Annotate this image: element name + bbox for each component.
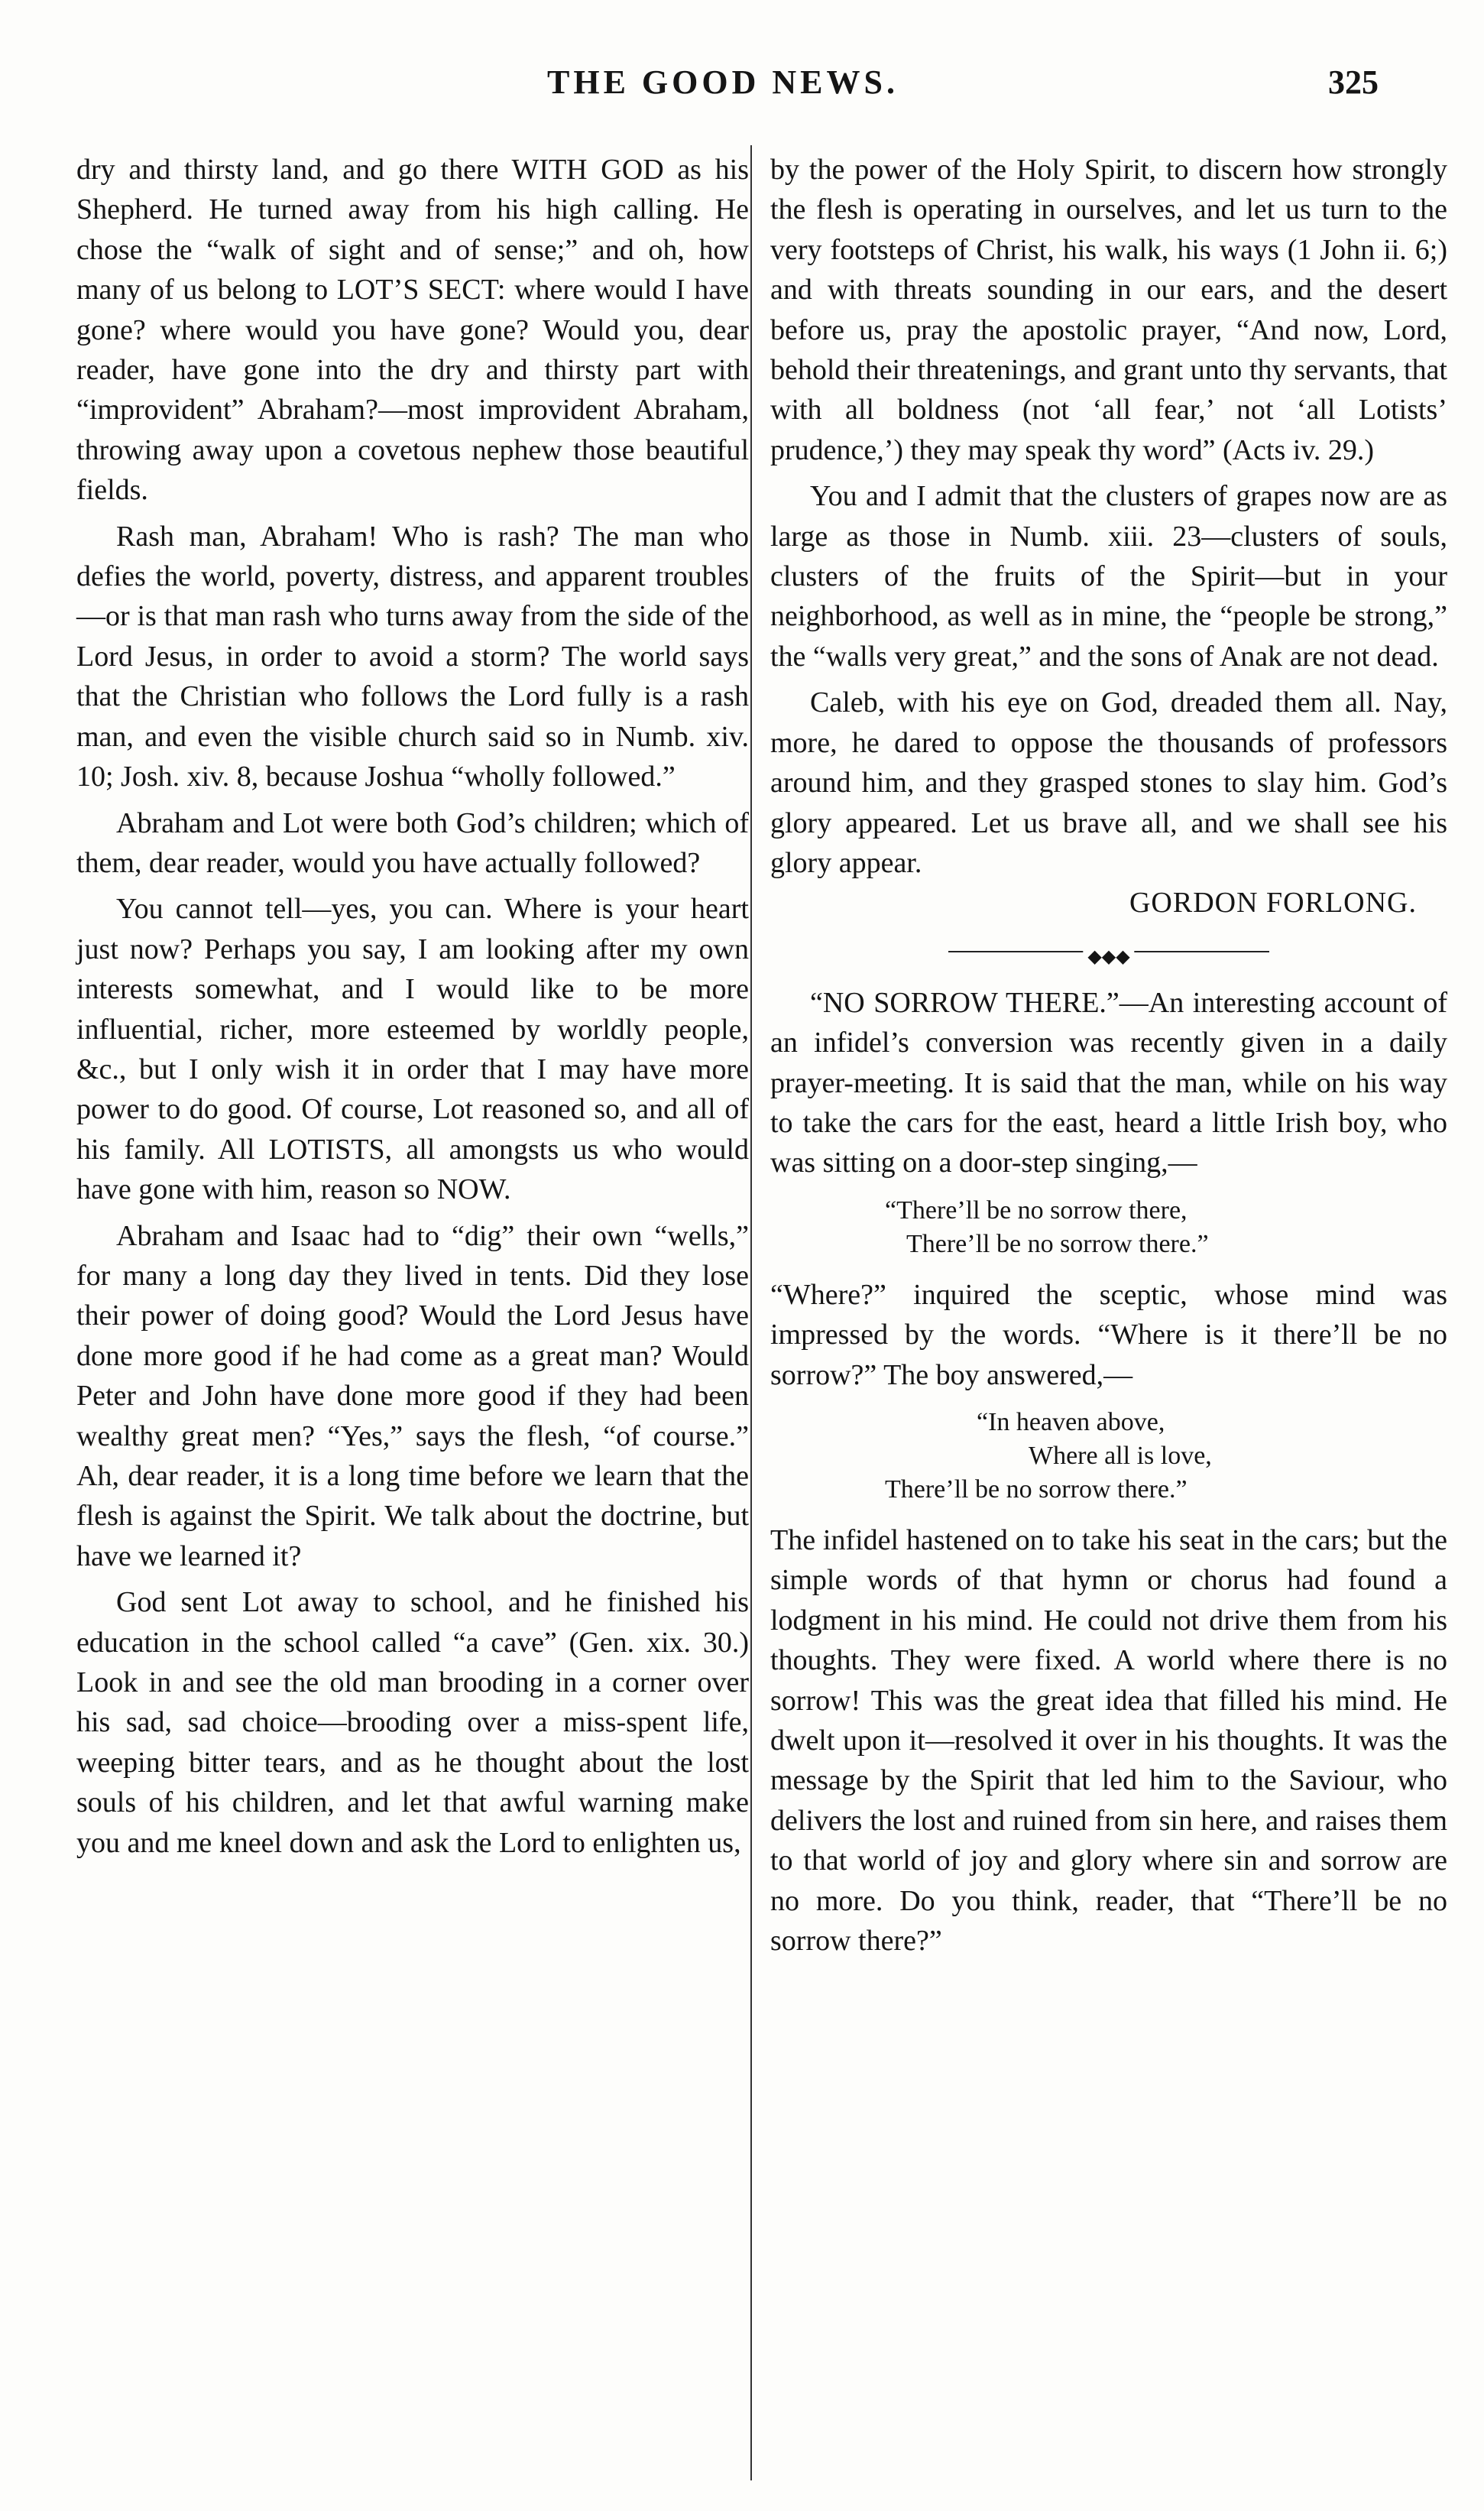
author-signature: GORDON FORLONG. bbox=[1129, 887, 1417, 920]
poem-line: “In heaven above, bbox=[977, 1407, 1165, 1436]
poem-stanza-1 bbox=[770, 1194, 1447, 1261]
left-paragraph-3: Abraham and Lot were both God’s children; which of them, dear reader, would you have actually followed? bbox=[76, 806, 749, 879]
poem-line: “There’ll be no sorrow there, bbox=[885, 1195, 1188, 1225]
article-closing: The infidel hastened on to take his seat in the cars; but the simple words of that hymn or chorus had found a lodgment in his mind. He could not drive them from his thoughts. They were fixed. A world where there is no sorrow! This was the great idea that filled his mind. He dwelt upon it—resolved it over in his thoughts. It was the message by the Spirit that led him to the Saviour, who delivers the lost and ruined from sin here, and raises them to that world of joy and glory where sin and sorrow are no more. Do you think, reader, that “There’ll be no sorrow there?” bbox=[770, 1523, 1447, 1958]
left-paragraph-1: dry and thirsty land, and go there WITH GOD as his Shepherd. He turned away from his high calling. He chose the “walk of sight and of sense;” and oh, how many of us belong to LOT’S SECT: where would I have gone? where would you have gone? Would you, dear reader, have gone into the dry and thirsty part with “improvident” Abraham?—most improvident Abraham, throwing away upon a covetous nephew those beautiful fields. bbox=[76, 154, 749, 507]
poem-line: There’ll be no sorrow there.” bbox=[885, 1474, 1188, 1504]
right-column bbox=[770, 150, 1447, 1961]
section-divider bbox=[948, 946, 1269, 967]
right-paragraph-2: You and I admit that the clusters of grapes now are as large as those in Numb. xiii. 23—clusters of souls, clusters of the fruits of the Spirit—but in your neighborhood, as well as in mine, the “people be strong,” the “walls very great,” and the sons of Anak are not dead. bbox=[770, 480, 1447, 673]
column-divider bbox=[750, 145, 752, 2480]
left-paragraph-2: Rash man, Abraham! Who is rash? The man who defies the world, poverty, distress, and apparent troubles—or is that man rash who turns away from the side of the Lord Jesus, in order to avoid a storm? The world says that the Christian who follows the Lord fully is a rash man, and even the visible church said so in Numb. xiv. 10; Josh. xiv. 8, because Joshua “wholly followed.” bbox=[76, 520, 749, 793]
left-column bbox=[76, 150, 749, 1863]
left-paragraph-6: God sent Lot away to school, and he finished his education in the school called “a cave” (Gen. xix. 30.) Look in and see the old man brooding in a corner over his sad, sad choice—brooding over a miss-spent life, weeping bitter tears, and as he thought about the lost souls of his children, and let that awful warning make you and me kneel down and ask the Lord to enlighten us, bbox=[76, 1586, 749, 1859]
article-intro: “NO SORROW THERE.”—An interesting account of an infidel’s conversion was recently given in a daily prayer-meeting. It is said that the man, while on his way to take the cars for the east, heard a little Irish boy, who was sitting on a door-step singing,— bbox=[770, 986, 1447, 1179]
right-paragraph-1: by the power of the Holy Spirit, to discern how strongly the flesh is operating in ourselves, and let us turn to the very footsteps of Christ, his walk, his ways (1 John ii. 6;) and with threats sounding in our ears, and the desert before us, pray the apostolic prayer, “And now, Lord, behold their threatenings, and grant unto thy servants, that with all boldness (not ‘all fear,’ not ‘all Lotists’ prudence,’) they may speak thy word” (Acts iv. 29.) bbox=[770, 154, 1447, 466]
left-paragraph-4: You cannot tell—yes, you can. Where is your heart just now? Perhaps you say, I am looking after my own interests somewhat, and I would like to be more influential, richer, more esteemed by worldly people, &c., but I only wish it in order that I may have more power to do good. Of course, Lot reasoned so, and all of his family. All LOTISTS, all amongsts us who would have gone with him, reason so NOW. bbox=[76, 893, 749, 1206]
poem-line: There’ll be no sorrow there.” bbox=[906, 1229, 1209, 1258]
poem-stanza-2 bbox=[770, 1406, 1447, 1507]
page-number: 325 bbox=[1328, 63, 1379, 101]
left-paragraph-5: Abraham and Isaac had to “dig” their own “wells,” for many a long day they lived in tents. Did they lose their power of doing good? Would the Lord Jesus have done more good if he had come as a great man? Would Peter and John have done more good if they had been wealthy great men? “Yes,” says the flesh, “of course.” Ah, dear reader, it is a long time before we learn that the flesh is against the Spirit. We talk about the doctrine, but have we learned it? bbox=[76, 1219, 749, 1572]
periodical-title: THE GOOD NEWS. bbox=[547, 63, 899, 101]
article-middle: “Where?” inquired the sceptic, whose mind was impressed by the words. “Where is it there’ll be no sorrow?” The boy answered,— bbox=[770, 1278, 1447, 1391]
poem-line: Where all is love, bbox=[1029, 1441, 1212, 1470]
ornament-icon: ◆◆◆ bbox=[1083, 937, 1134, 977]
page-header bbox=[0, 63, 1484, 116]
right-paragraph-3: Caleb, with his eye on God, dreaded them all. Nay, more, he dared to oppose the thousands of professors around him, and they grasped stones to slay him. God’s glory appeared. Let us brave all, and we shall see his glory appear. bbox=[770, 686, 1447, 879]
